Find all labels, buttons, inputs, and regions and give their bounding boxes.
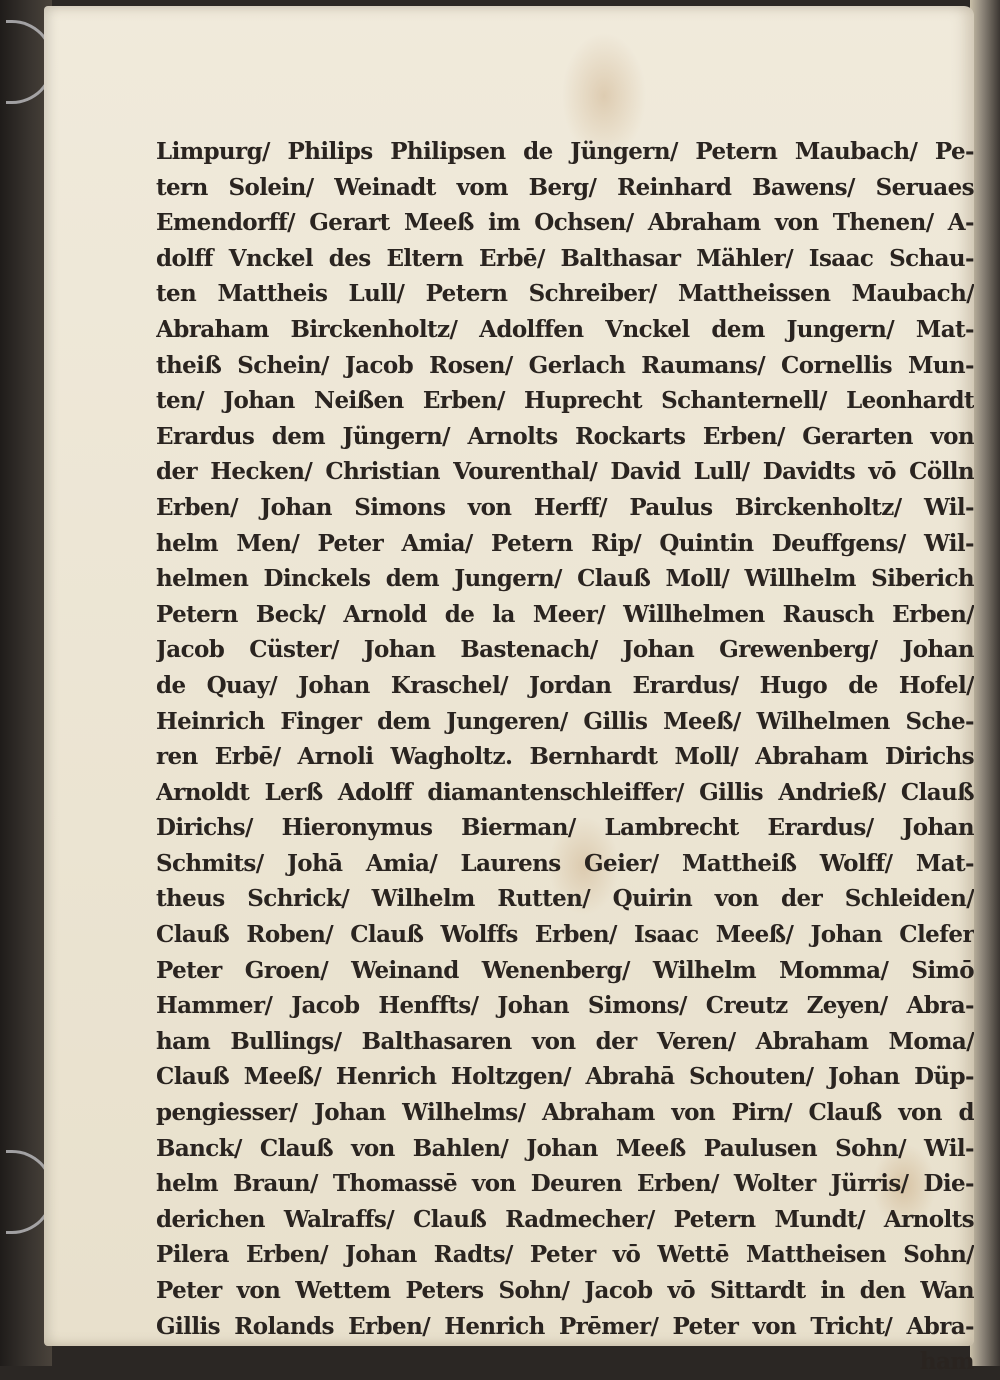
- text-line: Dirichs/ Hieronymus Bierman/ Lambrecht Erardus/ Johan: [156, 814, 974, 842]
- text-line: Heinrich Finger dem Jungeren/ Gillis Meeß/ Wilhelmen Sche-: [156, 707, 974, 735]
- text-line: Abraham Birckenholtz/ Adolffen Vnckel dem Jungern/ Mat-: [156, 315, 974, 343]
- text-line: dolff Vnckel des Eltern Erbē/ Balthasar Mähler/ Isaac Schau-: [156, 244, 974, 272]
- text-line: Erardus dem Jüngern/ Arnolts Rockarts Erben/ Gerarten von: [156, 422, 974, 450]
- text-line: Banck/ Clauß von Bahlen/ Johan Meeß Paulusen Sohn/ Wil-: [156, 1134, 974, 1162]
- text-line: helmen Dinckels dem Jungern/ Clauß Moll/ Willhelm Siberich: [156, 565, 974, 593]
- text-line: theus Schrick/ Wilhelm Rutten/ Quirin von der Schleiden/: [156, 885, 974, 913]
- text-line: Clauß Roben/ Clauß Wolffs Erben/ Isaac Meeß/ Johan Clefer: [156, 921, 974, 949]
- document-page: [44, 6, 974, 1376]
- text-line: pengiesser/ Johan Wilhelms/ Abraham von Pirn/ Clauß von d: [156, 1099, 974, 1127]
- text-line: helm Men/ Peter Amia/ Petern Rip/ Quintin Deuffgens/ Wil-: [156, 529, 974, 557]
- text-line: ren Erbē/ Arnoli Wagholtz. Bernhardt Moll/ Abraham Dirichs: [156, 743, 974, 771]
- text-line: Petern Beck/ Arnold de la Meer/ Willhelmen Rausch Erben/: [156, 600, 974, 628]
- text-line: helm Braun/ Thomassē von Deuren Erben/ Wolter Jürris/ Die-: [156, 1170, 974, 1198]
- text-line: ten Mattheis Lull/ Petern Schreiber/ Mattheissen Maubach/: [156, 280, 974, 308]
- text-line: theiß Schein/ Jacob Rosen/ Gerlach Raumans/ Cornellis Mun-: [156, 351, 974, 379]
- text-line: de Quay/ Johan Kraschel/ Jordan Erardus/ Hugo de Hofel/: [156, 671, 974, 699]
- text-line: Pilera Erben/ Johan Radts/ Peter vō Wettē Mattheisen Sohn/: [156, 1241, 974, 1269]
- text-line: Jacob Cüster/ Johan Bastenach/ Johan Grewenberg/ Johan: [156, 636, 974, 664]
- text-line: Emendorff/ Gerart Meeß im Ochsen/ Abraham von Thenen/ A-: [156, 209, 974, 237]
- text-line: Clauß Meeß/ Henrich Holtzgen/ Abrahā Schouten/ Johan Düp-: [156, 1063, 974, 1091]
- text-line: Schmits/ Johā Amia/ Laurens Geier/ Mattheiß Wolff/ Mat-: [156, 849, 974, 877]
- text-block: [156, 134, 974, 1380]
- text-line: ham Bullings/ Balthasaren von der Veren/ Abraham Moma/: [156, 1027, 974, 1055]
- catchword: ham: [919, 1348, 974, 1376]
- text-line: Arnoldt Lerß Adolff diamantenschleiffer/ Gillis Andrieß/ Clauß: [156, 778, 974, 806]
- page-edge-shadow: [970, 0, 1000, 1366]
- text-line: Peter Groen/ Weinand Wenenberg/ Wilhelm Momma/ Simō: [156, 956, 974, 984]
- text-line: tern Solein/ Weinadt vom Berg/ Reinhard Bawens/ Seruaes: [156, 173, 974, 201]
- text-line: Limpurg/ Philips Philipsen de Jüngern/ Petern Maubach/ Pe-: [156, 138, 974, 165]
- text-line: der Hecken/ Christian Vourenthal/ David Lull/ Davidts vō Cölln: [156, 458, 974, 486]
- text-line: Erben/ Johan Simons von Herff/ Paulus Birckenholtz/ Wil-: [156, 493, 974, 521]
- text-line: derichen Walraffs/ Clauß Radmecher/ Petern Mundt/ Arnolts: [156, 1205, 974, 1233]
- text-line: Gillis Rolands Erben/ Henrich Prēmer/ Peter von Tricht/ Abra-: [156, 1312, 974, 1340]
- text-line: Peter von Wettem Peters Sohn/ Jacob vō Sittardt in den Wan: [156, 1277, 974, 1304]
- text-line: ten/ Johan Neißen Erben/ Huprecht Schanternell/ Leonhardt: [156, 387, 974, 415]
- text-line: Hammer/ Jacob Henffts/ Johan Simons/ Creutz Zeyen/ Abra-: [156, 992, 974, 1020]
